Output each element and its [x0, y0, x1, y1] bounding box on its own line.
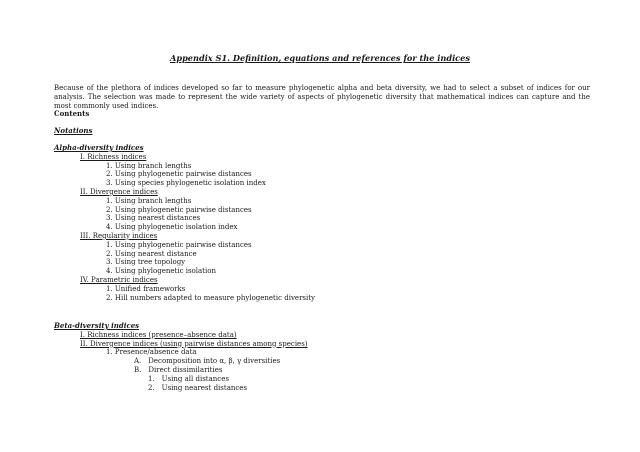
toc-item[interactable]: 3. Using species phylogenetic isolation index [106, 179, 266, 188]
beta-group-divergence[interactable]: II. Divergence indices (using pairwise distances among species) [80, 339, 308, 348]
toc-item[interactable]: 1. Presence/absence data [106, 348, 197, 357]
contents-heading: Contents [54, 109, 90, 118]
toc-item[interactable]: A. Decomposition into α, β, γ diversities [134, 357, 281, 366]
beta-group-richness[interactable]: I. Richness indices (presence–absence data) [80, 330, 237, 339]
toc-item[interactable]: 4. Using phylogenetic isolation [106, 267, 216, 276]
intro-paragraph [54, 84, 590, 110]
toc-item[interactable]: 1. Using all distances [148, 374, 229, 383]
alpha-heading[interactable]: Alpha-diversity indices [54, 143, 144, 152]
toc-item[interactable]: 3. Using nearest distances [106, 214, 201, 223]
toc-item[interactable]: B. Direct dissimilarities [134, 365, 223, 374]
intro-text: Because of the plethora of indices developed so far to measure phylogenetic alpha and beta diversity, we had to select a subset of indices for our analysis. The selection was made to represent the wide variety of aspects of phylogenetic diversity that mathematical indices can capture and the most commonly used indices. [54, 84, 590, 110]
notations-link[interactable]: Notations [54, 126, 93, 135]
toc-item[interactable]: 2. Using nearest distance [106, 249, 197, 258]
toc-item[interactable]: 1. Using branch lengths [106, 196, 192, 205]
toc-item[interactable]: 3. Using tree topology [106, 258, 186, 267]
toc-item[interactable]: 2. Using phylogenetic pairwise distances [106, 205, 252, 214]
alpha-group-divergence[interactable]: II. Divergence indices [80, 187, 158, 196]
alpha-group-regularity[interactable]: III. Regularity indices [80, 231, 158, 240]
alpha-section [54, 144, 315, 302]
toc-item[interactable]: 2. Using phylogenetic pairwise distances [106, 170, 252, 179]
toc-item[interactable]: 1. Using branch lengths [106, 161, 192, 170]
toc-item[interactable]: 2. Hill numbers adapted to measure phylogenetic diversity [106, 293, 316, 302]
toc-item[interactable]: 1. Unified frameworks [106, 284, 186, 293]
alpha-group-parametric[interactable]: IV. Parametric indices [80, 275, 158, 284]
beta-section [54, 322, 308, 392]
beta-heading[interactable]: Beta-diversity indices [54, 321, 140, 330]
toc-item[interactable]: 1. Using phylogenetic pairwise distances [106, 240, 252, 249]
toc-item[interactable]: 2. Using nearest distances [148, 383, 248, 392]
document-title: Appendix S1. Definition, equations and references for the indices [170, 53, 470, 63]
alpha-group-richness[interactable]: I. Richness indices [80, 152, 147, 161]
toc-item[interactable]: 4. Using phylogenetic isolation index [106, 223, 238, 232]
